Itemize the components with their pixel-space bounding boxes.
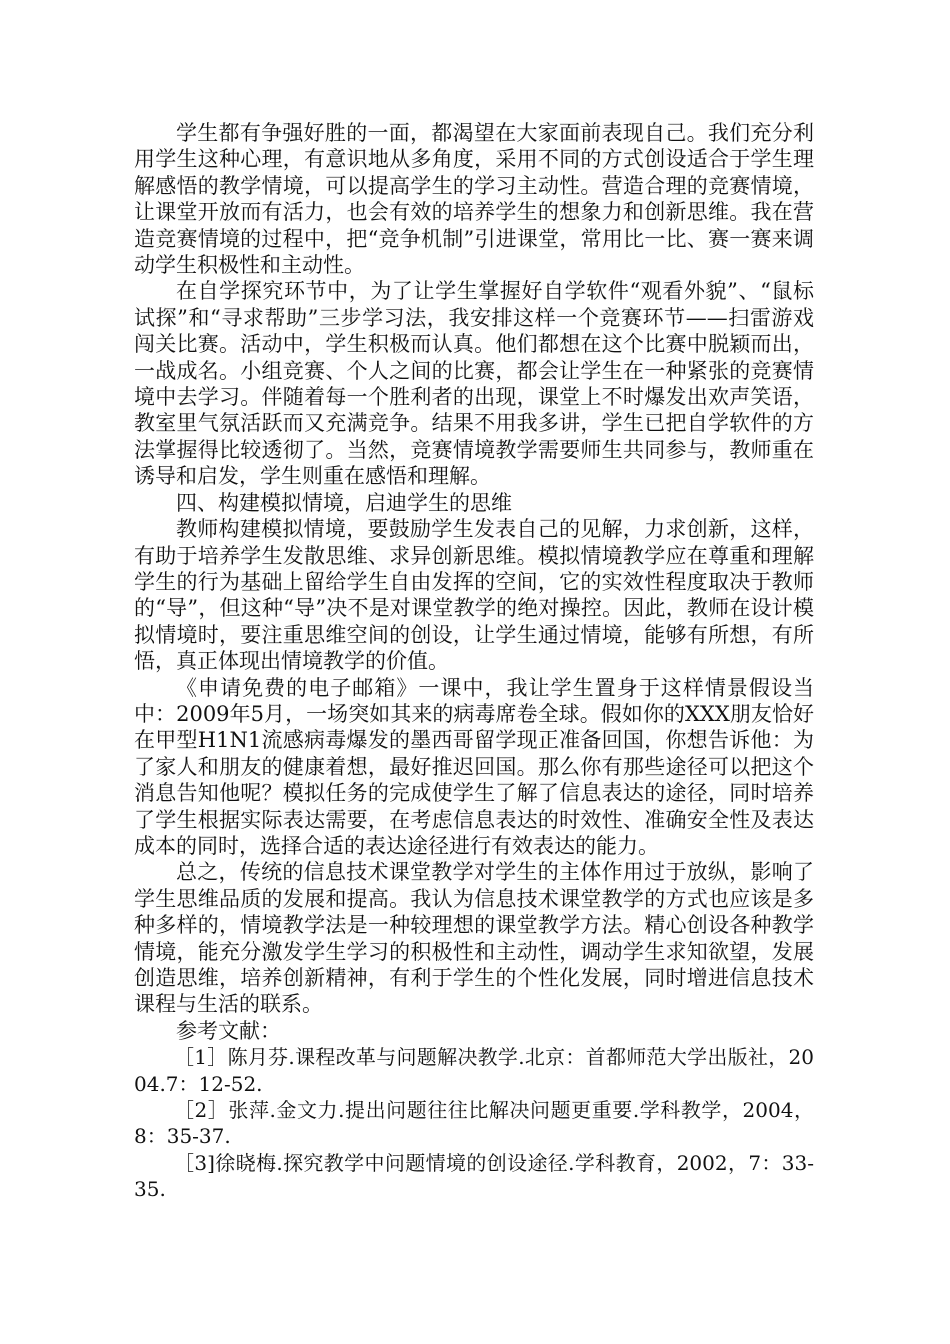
paragraph-conclusion: 总之，传统的信息技术课堂教学对学生的主体作用过于放纵，影响了学生思维品质的发展和提高。我认为信息技术课堂教学的方式也应该是多种多样的，情境教学法是一种较理想的课堂教学方法。精心创设各种教学情境，能充分激发学生学习的积极性和主动性，调动学生求知欲望，发展创造思维，培养创新精神，有利于学生的个性化发展，同时增进信息技术课程与生活的联系。 — [134, 860, 814, 1017]
document-body — [134, 120, 814, 1203]
paragraph-email-lesson-example: 《申请免费的电子邮箱》一课中，我让学生置身于这样情景假设当中：2009年5月，一场突如其来的病毒席卷全球。假如你的XXX朋友恰好在甲型H1N1流感病毒爆发的墨西哥留学现正准备回国，你想告诉他：为了家人和朋友的健康着想，最好推迟回国。那么你有那些途径可以把这个消息告知他呢？模拟任务的完成使学生了解了信息表达的途径，同时培养了学生根据实际表达需要，在考虑信息表达的时效性、准确安全性及表达成本的同时，选择合适的表达途径进行有效表达的能力。 — [134, 675, 814, 858]
paragraph-competition-intro: 学生都有争强好胜的一面，都渴望在大家面前表现自己。我们充分利用学生这种心理，有意识地从多角度，采用不同的方式创设适合于学生理解感悟的教学情境，可以提高学生的学习主动性。营造合理的竞赛情境，让课堂开放而有活力，也会有效的培养学生的想象力和创新思维。我在营造竞赛情境的过程中，把“竞争机制”引进课堂，常用比一比、赛一赛来调动学生积极性和主动性。 — [134, 121, 814, 278]
paragraph-self-study-contest: 在自学探究环节中，为了让学生掌握好自学软件“观看外貌”、“鼠标试探”和“寻求帮助”三步学习法，我安排这样一个竞赛环节——扫雷游戏闯关比赛。活动中，学生积极而认真。他们都想在这个比赛中脱颖而出，一战成名。小组竞赛、个人之间的比赛，都会让学生在一种紧张的竞赛情境中去学习。伴随着每一个胜利者的出现，课堂上不时爆发出欢声笑语，教室里气氛活跃而又充满竞争。结果不用我多讲，学生已把自学软件的方法掌握得比较透彻了。当然，竞赛情境教学需要师生共同参与，教师重在诱导和启发，学生则重在感悟和理解。 — [134, 279, 814, 489]
reference-item-2: ［2］张萍.金文力.提出问题往往比解决问题更重要.学科教学，2004，8：35-37. — [134, 1098, 814, 1149]
references-heading: 参考文献： — [176, 1018, 281, 1043]
reference-item-3: ［3]徐晓梅.探究教学中问题情境的创设途径.学科教育，2002，7：33-35. — [134, 1150, 814, 1202]
section-heading-simulated-situation: 四、构建模拟情境，启迪学生的思维 — [176, 490, 512, 515]
reference-item-1: ［1］陈月芬.课程改革与问题解决教学.北京：首都师范大学出版社，2004.7：12-52. — [134, 1045, 814, 1096]
paragraph-simulated-situation: 教师构建模拟情境，要鼓励学生发表自己的见解，力求创新，这样，有助于培养学生发散思维、求异创新思维。模拟情境教学应在尊重和理解学生的行为基础上留给学生自由发挥的空间，它的实效性程度取决于教师的“导”，但这种“导”决不是对课堂教学的绝对操控。因此，教师在设计模拟情境时，要注重思维空间的创设，让学生通过情境，能够有所想，有所悟，真正体现出情境教学的价值。 — [134, 517, 814, 674]
